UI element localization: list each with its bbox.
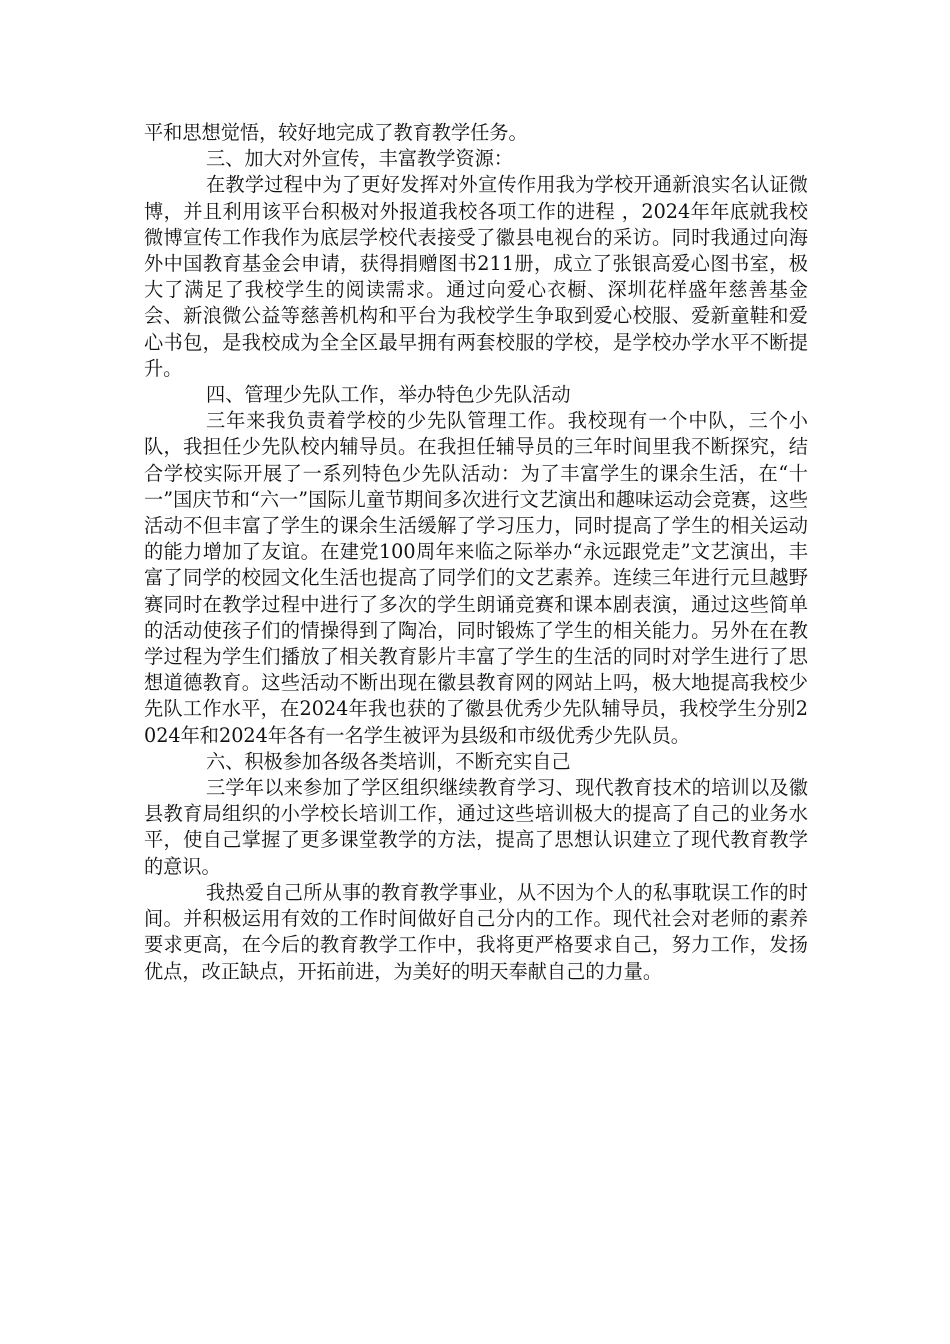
paragraph-continuation: 平和思想觉悟，较好地完成了教育教学任务。 — [144, 121, 528, 144]
document-page — [144, 120, 808, 985]
paragraph-publicity: 在教学过程中为了更好发挥对外宣传作用我为学校开通新浪实名认证微博，并且利用该平台积极对外报道我校各项工作的进程 ，2024年年底就我校微博宣传工作我作为底层学校代表接受了徽县电视台的采访。同时我通过向海外中国教育基金会申请，获得捐赠图书211册，成立了张银高爱心图书室，极大了满足了我校学生的阅读需求。通过向爱心衣橱、深圳花样盛年慈善基金会、新浪微公益等慈善机构和平台为我校学生争取到爱心校服、爱新童鞋和爱心书包，是我校成为全全区最早拥有两套校服的学校，是学校办学水平不断提升。 — [144, 173, 808, 380]
paragraph-conclusion: 我热爱自己所从事的教育教学事业，从不因为个人的私事耽误工作的时间。并积极运用有效的工作时间做好自己分内的工作。现代社会对老师的素养要求更高，在今后的教育教学工作中，我将更严格要求自己，努力工作，发扬优点，改正缺点，开拓前进，为美好的明天奉献自己的力量。 — [144, 880, 808, 983]
section-heading-training: 六、积极参加各级各类培训，不断充实自己 — [206, 749, 571, 773]
paragraph-young-pioneers: 三年来我负责着学校的少先队管理工作。我校现有一个中队，三个小队，我担任少先队校内辅导员。在我担任辅导员的三年时间里我不断探究，结合学校实际开展了一系列特色少先队活动：为了丰富学生的课余生活，在“十一”国庆节和“六一”国际儿童节期间多次进行文艺演出和趣味运动会竞赛，这些活动不但丰富了学生的课余生活缓解了学习压力，同时提高了学生的相关运动的能力增加了友谊。在建党100周年来临之际举办“永远跟党走”文艺演出，丰富了同学的校园文化生活也提高了同学们的文艺素养。连续三年进行元旦越野赛同时在教学过程中进行了多次的学生朗诵竞赛和课本剧表演，通过这些简单的活动使孩子们的情操得到了陶冶，同时锻炼了学生的相关能力。另外在在教学过程为学生们播放了相关教育影片丰富了学生的生活的同时对学生进行了思想道德教育。这些活动不断出现在徽县教育网的网站上吗，极大地提高我校少先队工作水平，在2024年我也获的了徽县优秀少先队辅导员，我校学生分别2024年和2024年各有一名学生被评为县级和市级优秀少先队员。 — [144, 409, 808, 747]
section-heading-young-pioneers: 四、管理少先队工作，举办特色少先队活动 — [206, 383, 571, 407]
section-heading-publicity: 三、加大对外宣传，丰富教学资源： — [206, 147, 513, 171]
paragraph-training: 三学年以来参加了学区组织继续教育学习、现代教育技术的培训以及徽县教育局组织的小学校长培训工作，通过这些培训极大的提高了自己的业务水平，使自己掌握了更多课堂教学的方法，提高了思想认识建立了现代教育教学的意识。 — [144, 776, 808, 878]
